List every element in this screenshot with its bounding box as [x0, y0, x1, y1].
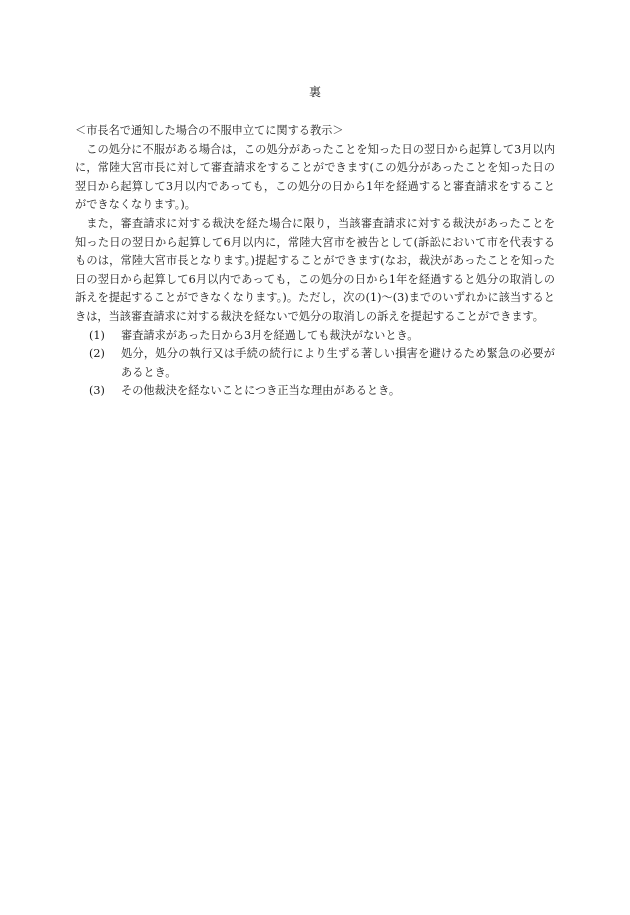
list-item-1	[75, 327, 555, 346]
notice-heading: ＜市長名で通知した場合の不服申立てに関する教示＞	[75, 124, 344, 137]
list-item-text: その他裁決を経ないことにつき正当な理由があるとき。	[121, 384, 401, 398]
notice-paragraph-1: この処分に不服がある場合は，この処分があったことを知った日の翌日から起算して3月以内に，常陸大宮市長に対して審査請求をすることができます(この処分があったことを知った日の翌日から起算して3月以内であっても，この処分の日から1年を経過すると審査請求をすることができなくなります。)。	[75, 142, 555, 212]
list-item-number: (1)	[89, 328, 105, 342]
notice-paragraph-2: また，審査請求に対する裁決を経た場合に限り，当該審査請求に対する裁決があったことを知った日の翌日から起算して6月以内に，常陸大宮市を被告として(訴訟において市を代表するものは，常陸大宮市長となります。)提起することができます(なお，裁決があったことを知った日の翌日から起算して6月以内であっても，この処分の日から1年を経過すると処分の取消しの訴えを提起することができなくなります。)。ただし，次の(1)～(3)までのいずれかに該当するときは，当該審査請求に対する裁決を経ないで処分の取消しの訴えを提起することができます。	[75, 216, 555, 323]
list-item-text: 処分，処分の執行又は手続の続行により生ずる著しい損害を避けるため緊急の必要があるとき。	[121, 347, 555, 379]
list-item-3	[75, 382, 555, 401]
notice-section	[75, 122, 555, 401]
list-item-number: (2)	[89, 347, 105, 361]
list-item-text: 審査請求があった日から3月を経過しても裁決がないとき。	[121, 328, 419, 342]
list-item-2	[75, 345, 555, 382]
list-item-number: (3)	[89, 384, 105, 398]
page-title: 裏	[308, 85, 321, 99]
